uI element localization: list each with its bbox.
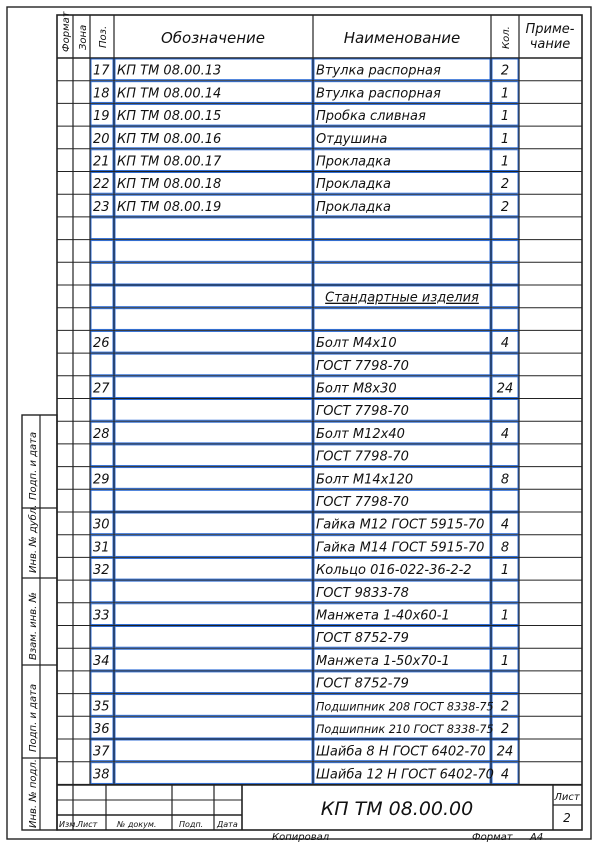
cell-border: [492, 581, 518, 602]
title-doc-no: № докум.: [117, 820, 157, 829]
side-podp-i-data-2: Подп. и дата: [28, 683, 39, 752]
row-qty: 1: [500, 109, 510, 125]
row-name: Манжета 1-40х60-1: [316, 608, 450, 624]
cell-border: [115, 241, 312, 262]
row-qty: 4: [500, 767, 510, 783]
row-pos: 23: [93, 199, 110, 215]
header-note-line2: чание: [529, 37, 571, 52]
row-pos: 35: [93, 699, 110, 715]
cell-border: [91, 218, 113, 239]
row-qty: 4: [500, 426, 510, 442]
row-name: ГОСТ 8752-79: [316, 676, 409, 692]
cell-border: [91, 400, 113, 421]
spec-row: [57, 173, 582, 195]
cell-border: [492, 263, 518, 284]
row-name: Гайка М12 ГОСТ 5915-70: [316, 517, 485, 533]
spec-row: [57, 286, 582, 308]
row-name: Втулка распорная: [316, 86, 441, 102]
row-qty: 24: [496, 381, 514, 397]
spec-row: [57, 445, 582, 467]
cell-border: [115, 717, 312, 738]
spec-row: [57, 422, 582, 444]
cell-border: [115, 309, 312, 330]
row-qty: 1: [500, 608, 510, 624]
row-name: Шайба 8 Н ГОСТ 6402-70: [316, 744, 486, 760]
row-name: ГОСТ 7798-70: [316, 404, 409, 420]
spec-row: [57, 717, 582, 739]
row-pos: 30: [93, 517, 110, 533]
spec-row: [57, 104, 582, 126]
cell-border: [314, 241, 490, 262]
row-designation: КП ТМ 08.00.18: [117, 177, 222, 193]
cell-border: [91, 286, 113, 307]
cell-border: [115, 377, 312, 398]
cell-border: [115, 422, 312, 443]
cell-border: [115, 649, 312, 670]
row-name: Прокладка: [316, 177, 391, 193]
footer-format-label: Формат: [472, 832, 513, 843]
header-designation: Обозначение: [160, 29, 266, 47]
row-qty: 8: [500, 472, 510, 488]
row-pos: 38: [93, 767, 110, 783]
cell-border: [91, 627, 113, 648]
row-pos: 31: [93, 540, 110, 556]
row-name: Манжета 1-50х70-1: [316, 653, 450, 669]
cell-border: [115, 627, 312, 648]
row-pos: 33: [93, 608, 110, 624]
spec-row: [57, 195, 582, 217]
sheet-number: 2: [563, 811, 571, 825]
cell-border: [314, 218, 490, 239]
row-qty: 1: [500, 154, 510, 170]
cell-border: [492, 490, 518, 511]
cell-border: [115, 400, 312, 421]
cell-border: [115, 740, 312, 761]
cell-border: [314, 263, 490, 284]
header-format: Формат: [61, 11, 72, 52]
header-note-line1: Приме-: [525, 22, 575, 37]
cell-border: [115, 490, 312, 511]
row-pos: 26: [93, 336, 110, 352]
spec-row: [57, 82, 582, 104]
spec-row: [57, 672, 582, 694]
row-pos: 34: [93, 653, 110, 669]
cell-border: [492, 445, 518, 466]
spec-row: [57, 150, 582, 172]
cell-border: [91, 263, 113, 284]
cell-border: [115, 331, 312, 352]
header-zone: Зона: [78, 24, 89, 50]
cell-border: [115, 286, 312, 307]
spec-row: [57, 400, 582, 422]
row-qty: 2: [500, 699, 510, 715]
row-pos: 21: [93, 154, 110, 170]
row-pos: 19: [93, 109, 110, 125]
spec-row: [57, 740, 582, 762]
cell-border: [115, 695, 312, 716]
cell-border: [115, 468, 312, 489]
row-qty: 2: [500, 199, 510, 215]
spec-row: [57, 627, 582, 649]
row-designation: КП ТМ 08.00.15: [117, 109, 222, 125]
spec-row: [57, 331, 582, 353]
spec-row: [57, 468, 582, 490]
row-name: Втулка распорная: [316, 63, 441, 79]
row-qty: 2: [500, 722, 510, 737]
spec-row: [57, 263, 582, 285]
row-qty: 8: [500, 540, 510, 556]
row-name: ГОСТ 7798-70: [316, 449, 409, 465]
row-qty: 1: [500, 653, 510, 669]
row-pos: 37: [93, 744, 110, 760]
row-name: ГОСТ 9833-78: [316, 585, 409, 601]
row-qty: 1: [500, 131, 510, 147]
row-designation: КП ТМ 08.00.17: [117, 154, 222, 170]
cell-border: [115, 604, 312, 625]
section-heading: Стандартные изделия: [325, 290, 479, 306]
row-qty: 4: [500, 517, 510, 533]
row-name: Подшипник 210 ГОСТ 8338-75: [316, 723, 494, 736]
row-qty: 1: [500, 86, 510, 102]
row-qty: 4: [500, 336, 510, 352]
cell-border: [115, 581, 312, 602]
row-designation: КП ТМ 08.00.16: [117, 131, 222, 147]
cell-border: [115, 445, 312, 466]
cell-border: [115, 354, 312, 375]
row-name: Болт М4х10: [316, 336, 397, 352]
side-podp-i-data-1: Подп. и дата: [28, 431, 39, 500]
cell-border: [91, 672, 113, 693]
row-pos: 27: [93, 381, 110, 397]
cell-border: [115, 763, 312, 784]
row-name: Кольцо 016-022-36-2-2: [316, 563, 472, 579]
row-name: Гайка М14 ГОСТ 5915-70: [316, 540, 485, 556]
spec-row: [57, 354, 582, 376]
side-vzam-inv: Взам. инв. №: [28, 592, 39, 660]
cell-border: [115, 218, 312, 239]
row-pos: 18: [93, 86, 110, 102]
spec-row: [57, 536, 582, 558]
spec-row: [57, 581, 582, 603]
cell-border: [492, 309, 518, 330]
row-name: Шайба 12 Н ГОСТ 6402-70: [316, 767, 494, 783]
header-qty: Кол.: [501, 26, 512, 49]
cell-border: [115, 536, 312, 557]
header-name: Наименование: [343, 29, 461, 47]
spec-row: [57, 377, 582, 399]
spec-row: [57, 763, 582, 785]
row-name: Прокладка: [316, 154, 391, 170]
row-name: Пробка сливная: [316, 109, 426, 125]
spec-row: [57, 127, 582, 149]
spec-row: [57, 649, 582, 671]
footer-copied: Копировал: [272, 832, 330, 843]
row-name: ГОСТ 8752-79: [316, 631, 409, 647]
cell-border: [492, 627, 518, 648]
cell-border: [492, 241, 518, 262]
cell-border: [492, 400, 518, 421]
header-pos: Поз.: [98, 25, 109, 48]
row-name: Прокладка: [316, 199, 391, 215]
row-pos: 20: [93, 131, 110, 147]
cell-border: [115, 263, 312, 284]
row-name: ГОСТ 7798-70: [316, 495, 409, 510]
cell-border: [492, 354, 518, 375]
cell-border: [91, 581, 113, 602]
side-inv-podl: Инв. № подл.: [28, 759, 39, 828]
title-block: [57, 785, 582, 830]
row-pos: 28: [93, 426, 110, 442]
row-qty: 24: [496, 744, 514, 760]
row-designation: КП ТМ 08.00.19: [117, 199, 222, 215]
cell-border: [115, 558, 312, 579]
cell-border: [91, 445, 113, 466]
spec-row: [57, 558, 582, 580]
title-podp: Подп.: [179, 820, 204, 829]
row-name: Болт М14х120: [316, 472, 414, 488]
cell-border: [91, 490, 113, 511]
row-name: Болт М12х40: [316, 426, 405, 442]
row-qty: 2: [500, 177, 510, 193]
row-pos: 17: [93, 63, 110, 79]
row-designation: КП ТМ 08.00.14: [117, 86, 222, 102]
spec-row: [57, 604, 582, 626]
spec-row: [57, 490, 582, 512]
specification-rows: [57, 59, 582, 784]
side-inv-dubl: Инв. № дубл.: [28, 504, 39, 573]
row-name: Болт М8х30: [316, 381, 397, 397]
cell-border: [91, 354, 113, 375]
spec-row: [57, 695, 582, 717]
cell-border: [492, 286, 518, 307]
row-name: Отдушина: [316, 131, 388, 147]
row-designation: КП ТМ 08.00.13: [117, 63, 222, 79]
title-data: Дата: [217, 820, 238, 829]
sheet-label: Лист: [554, 792, 580, 803]
cell-border: [492, 672, 518, 693]
side-stamp: [22, 415, 57, 830]
cell-border: [91, 241, 113, 262]
row-pos: 22: [93, 177, 110, 193]
footer-format-value: А4: [530, 832, 544, 843]
spec-row: [57, 513, 582, 535]
row-name: ГОСТ 7798-70: [316, 358, 409, 374]
row-pos: 32: [93, 563, 110, 579]
cell-border: [91, 309, 113, 330]
spec-row: [57, 309, 582, 331]
spec-row: [57, 241, 582, 263]
row-name: Подшипник 208 ГОСТ 8338-75: [316, 700, 494, 714]
row-pos: 29: [93, 472, 110, 488]
cell-border: [314, 309, 490, 330]
cell-border: [115, 513, 312, 534]
spec-row: [57, 59, 582, 81]
row-qty: 2: [500, 63, 510, 79]
document-number: КП ТМ 08.00.00: [320, 798, 474, 820]
spec-row: [57, 218, 582, 240]
title-list-small: Лист: [77, 820, 98, 829]
cell-border: [115, 672, 312, 693]
row-pos: 36: [93, 722, 110, 737]
row-qty: 1: [500, 563, 510, 579]
cell-border: [492, 218, 518, 239]
title-izm: Изм.: [59, 820, 78, 829]
